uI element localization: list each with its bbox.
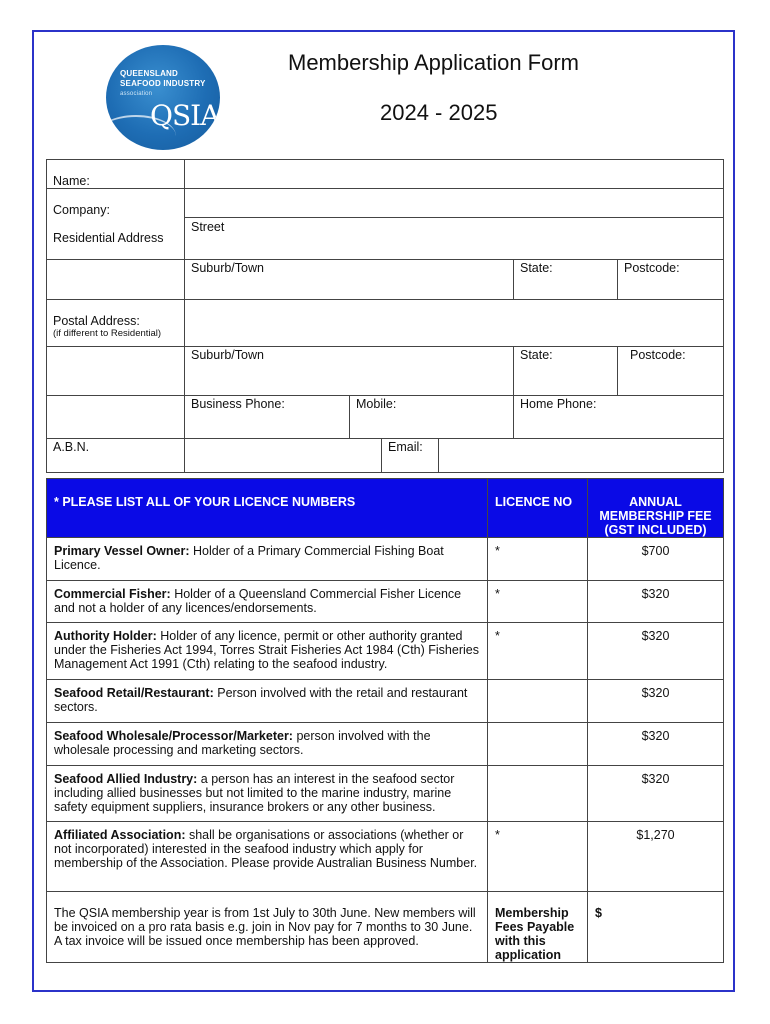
membership-type-desc: Person involved with the retail and restaurant sectors. — [54, 686, 468, 714]
membership-fee: $700 — [588, 538, 724, 581]
membership-type-cell — [47, 680, 488, 723]
postal-address-note: (if different to Residential) — [53, 327, 162, 339]
name-field[interactable] — [185, 160, 724, 189]
postal-state-field[interactable] — [514, 346, 618, 395]
membership-type-cell — [47, 623, 488, 680]
business-phone-field[interactable] — [185, 395, 350, 438]
membership-fee: $320 — [588, 680, 724, 723]
name-label: Name: — [47, 160, 185, 189]
email-label: Email: — [382, 438, 439, 472]
licence-no-header: LICENCE NO — [488, 479, 588, 538]
state-field[interactable] — [514, 259, 618, 299]
licence-no-field[interactable] — [488, 680, 588, 723]
membership-type-desc: Holder of a Queensland Commercial Fisher Licence and not a holder of any licences/endorsements. — [54, 587, 462, 615]
applicant-details-table — [46, 159, 724, 473]
membership-type-desc: shall be organisations or associations (whether or not incorporated) interested in the seafood industry which apply for membership of the Association. Please provide Australian Business Number. — [54, 828, 478, 870]
membership-fee: $320 — [588, 723, 724, 766]
residential-address-label: Residential Address — [47, 217, 185, 259]
postal-street-field[interactable] — [185, 299, 724, 346]
phone-blank-cell — [47, 395, 185, 438]
logo-text-line3: association — [120, 91, 153, 97]
postal-postcode-label: Postcode: — [630, 347, 686, 362]
membership-type-title: Seafood Wholesale/Processor/Marketer: — [54, 729, 293, 743]
company-field[interactable] — [185, 189, 724, 218]
licence-fee-table — [46, 478, 724, 963]
postal-state-label: State: — [520, 347, 553, 362]
postal-suburb-label: Suburb/Town — [191, 347, 264, 362]
suburb-field[interactable] — [185, 259, 514, 299]
licence-no-field[interactable] — [488, 723, 588, 766]
street-label: Street — [191, 219, 225, 234]
state-label: State: — [520, 260, 553, 275]
abn-label: A.B.N. — [47, 438, 185, 472]
business-phone-label: Business Phone: — [191, 396, 285, 411]
membership-fee: $320 — [588, 581, 724, 623]
membership-type-title: Authority Holder: — [54, 629, 157, 643]
residential-blank-cell — [47, 259, 185, 299]
membership-type-cell — [47, 766, 488, 822]
membership-type-desc: Holder of a Primary Commercial Fishing Boat Licence. — [54, 544, 444, 572]
email-field[interactable] — [439, 438, 724, 472]
postal-address-cell — [47, 299, 185, 346]
abn-field[interactable] — [185, 438, 382, 472]
licence-no-field[interactable]: * — [488, 822, 588, 892]
postal-blank-cell — [47, 346, 185, 395]
logo-mark: QSIA — [150, 99, 220, 132]
annual-fee-header: ANNUAL MEMBERSHIP FEE (GST INCLUDED) — [588, 479, 724, 538]
membership-type-title: Commercial Fisher: — [54, 587, 171, 601]
licence-list-header: * PLEASE LIST ALL OF YOUR LICENCE NUMBERS — [47, 479, 488, 538]
form-year: 2024 - 2025 — [380, 100, 498, 125]
membership-type-desc: Holder of any licence, permit or other authority granted under the Fisheries Act 1994, Torres Strait Fisheries Act 1984 (Cth) Fisheries Management Act 1991 (Cth) relating to the seafood industry. — [54, 629, 479, 671]
home-phone-label: Home Phone: — [520, 396, 597, 411]
fees-payable-field[interactable]: $ — [588, 892, 724, 963]
suburb-label: Suburb/Town — [191, 260, 264, 275]
membership-type-desc: a person has an interest in the seafood sector including allied businesses but not limited to the marine industry, marine safety equipment suppliers, insurance brokers or any other business. — [54, 772, 455, 814]
membership-type-title: Affiliated Association: — [54, 828, 186, 842]
street-field[interactable] — [185, 217, 724, 259]
membership-type-cell — [47, 581, 488, 623]
mobile-label: Mobile: — [356, 396, 397, 411]
membership-fee: $320 — [588, 623, 724, 680]
membership-type-title: Seafood Allied Industry: — [54, 772, 198, 786]
membership-fee: $1,270 — [588, 822, 724, 892]
membership-type-cell — [47, 822, 488, 892]
licence-no-field[interactable]: * — [488, 581, 588, 623]
membership-type-desc: person involved with the wholesale processing and marketing sectors. — [54, 729, 431, 757]
postcode-label: Postcode: — [624, 260, 680, 275]
mobile-field[interactable] — [350, 395, 514, 438]
postal-address-label: Postal Address: — [53, 313, 140, 328]
membership-fee: $320 — [588, 766, 724, 822]
licence-no-field[interactable]: * — [488, 623, 588, 680]
company-label: Company: — [47, 189, 185, 218]
logo-text-line1: QUEENSLAND — [120, 69, 179, 78]
postal-postcode-field[interactable] — [618, 346, 724, 395]
membership-type-title: Seafood Retail/Restaurant: — [54, 686, 214, 700]
postal-suburb-field[interactable] — [185, 346, 514, 395]
logo-text-line2: SEAFOOD INDUSTRY — [120, 79, 206, 88]
licence-no-field[interactable]: * — [488, 538, 588, 581]
fees-payable-label: Membership Fees Payable with this application — [488, 892, 588, 963]
home-phone-field[interactable] — [514, 395, 724, 438]
licence-no-field[interactable] — [488, 766, 588, 822]
membership-type-cell — [47, 538, 488, 581]
form-title: Membership Application Form — [288, 50, 580, 75]
membership-type-title: Primary Vessel Owner: — [54, 544, 190, 558]
membership-year-note: The QSIA membership year is from 1st July to 30th June. New members will be invoiced on a pro rata basis e.g. join in Nov pay for 7 months to 30 June. A tax invoice will be issued once membership has been approved. — [47, 892, 488, 963]
qsia-logo — [106, 45, 220, 150]
postcode-field[interactable] — [618, 259, 724, 299]
membership-type-cell — [47, 723, 488, 766]
